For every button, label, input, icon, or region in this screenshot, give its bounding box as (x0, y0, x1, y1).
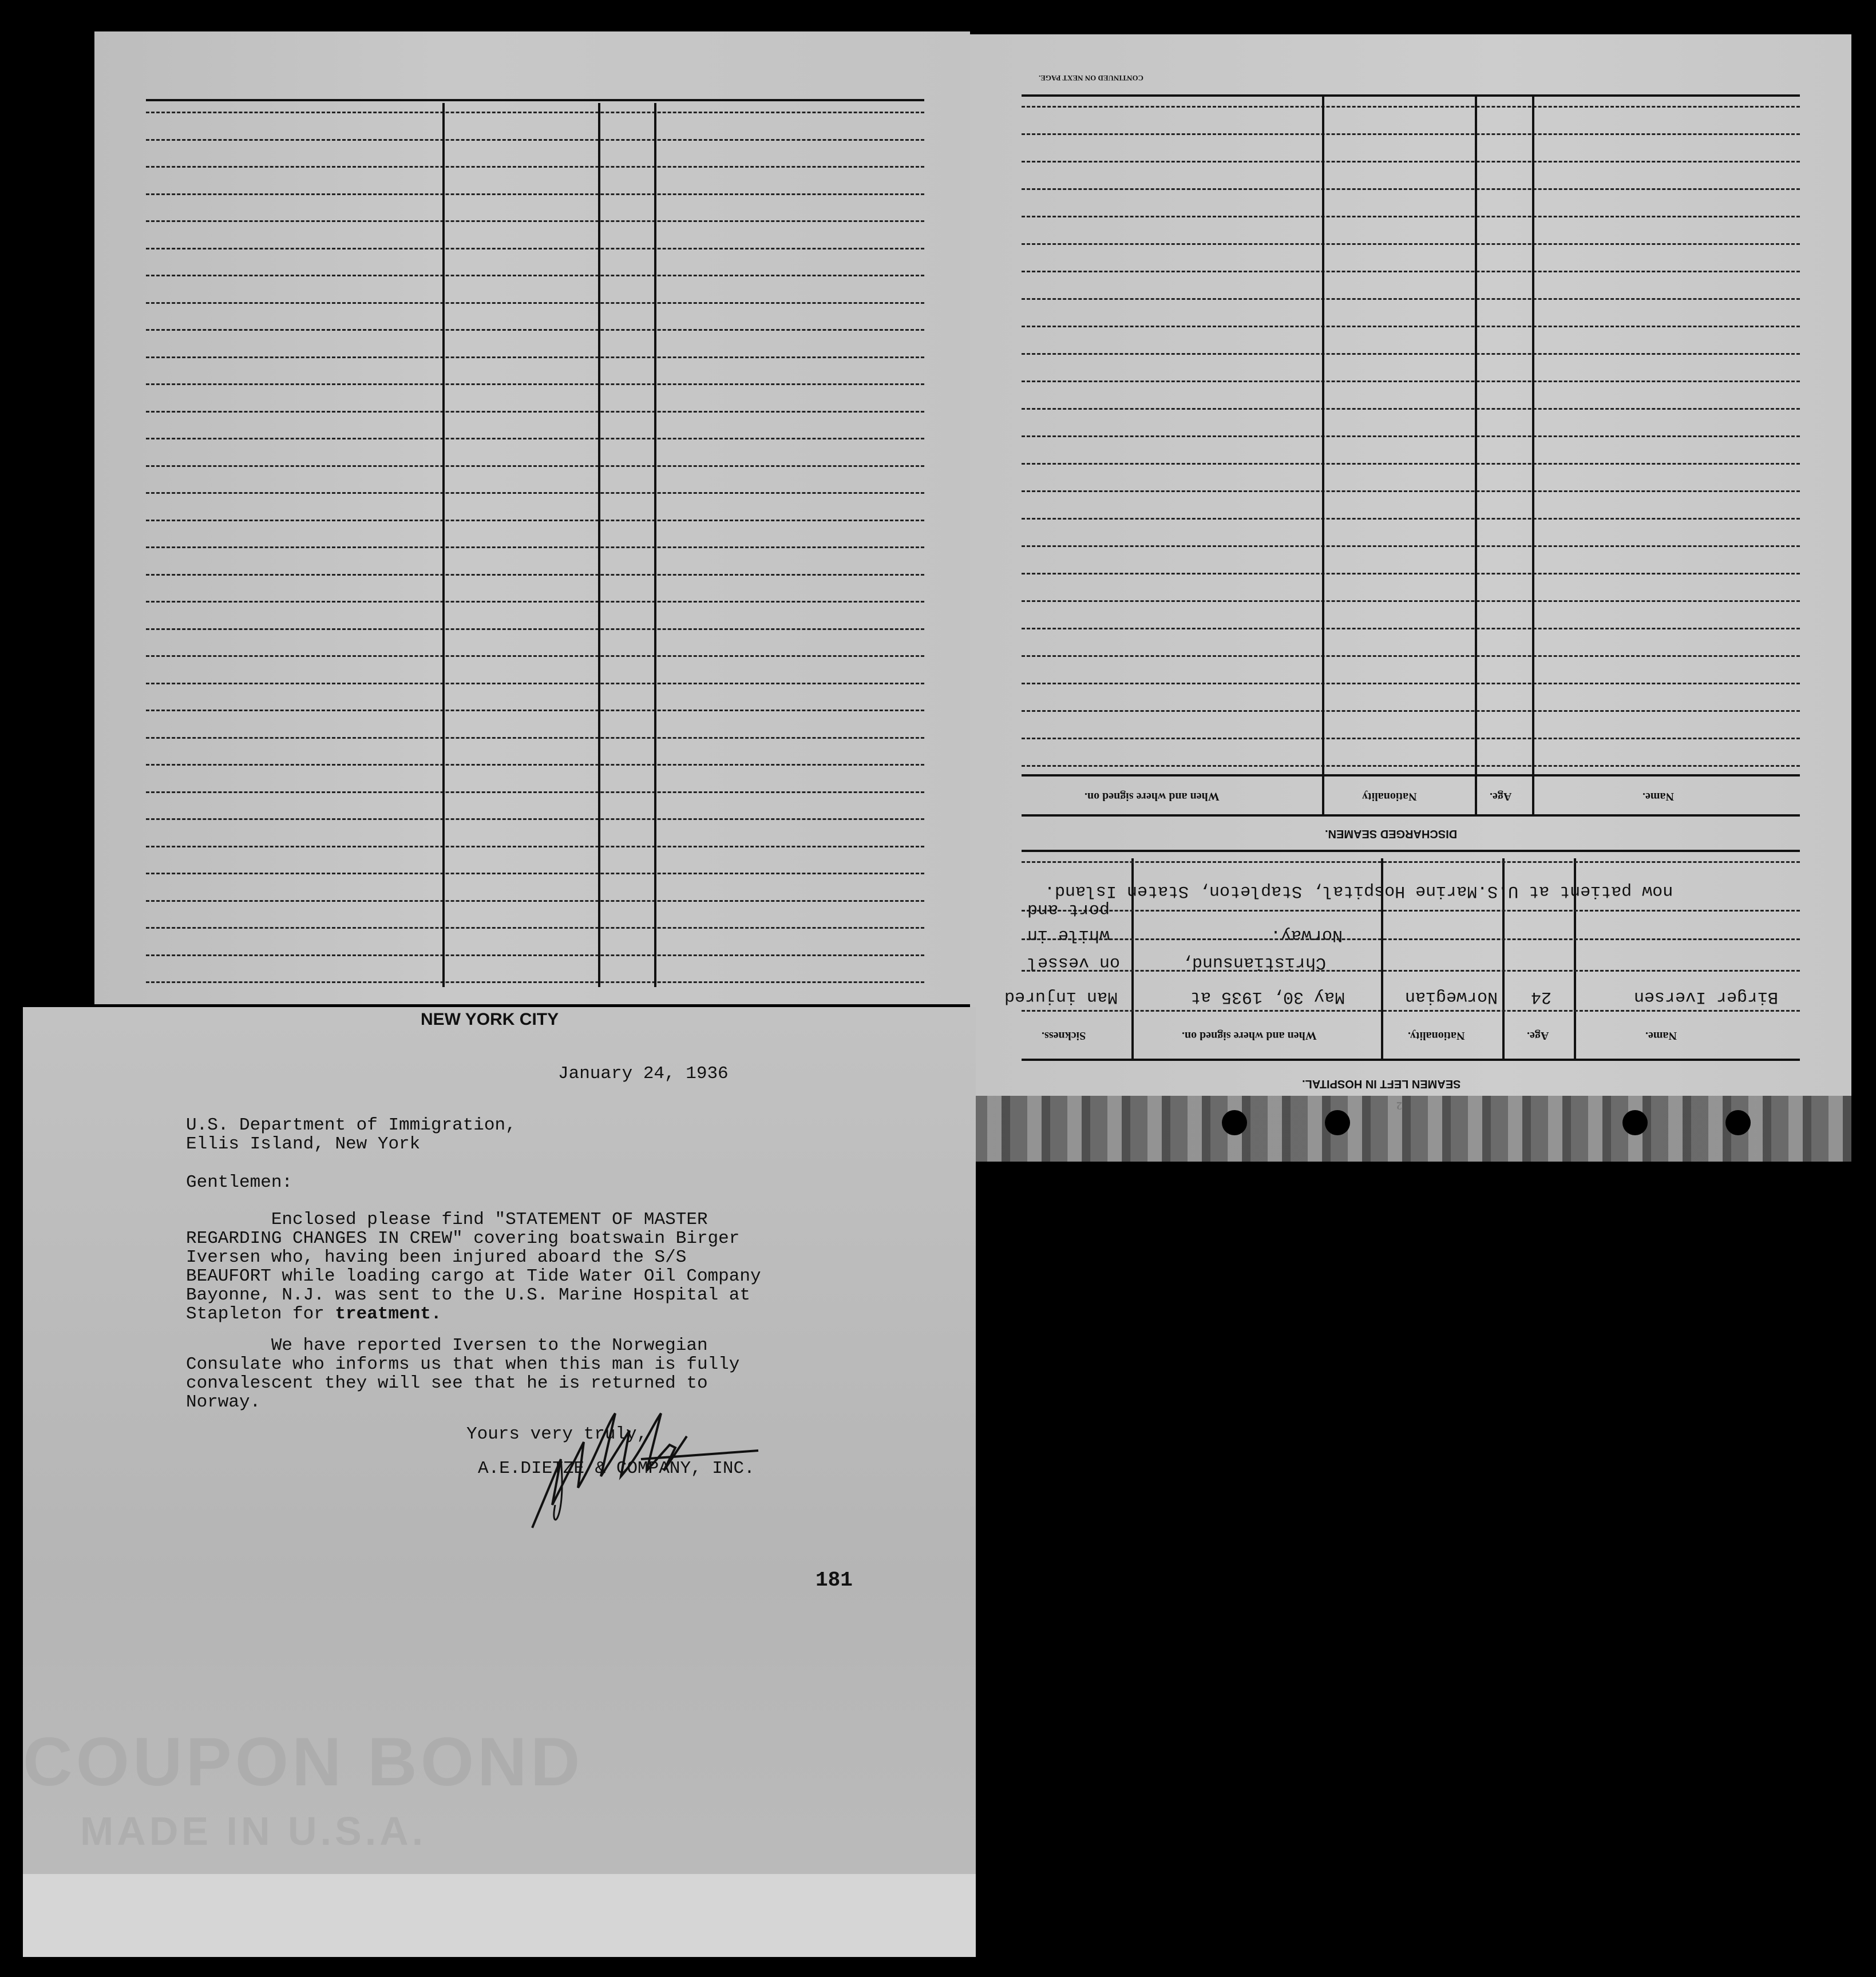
row-rule (146, 574, 924, 576)
row-rule (146, 791, 924, 793)
hospital-age: 24 (1531, 987, 1552, 1007)
row-rule (1022, 710, 1800, 712)
paragraph-line: Enclosed please find "STATEMENT OF MASTER (186, 1210, 708, 1230)
header-rule (1022, 774, 1800, 776)
row-rule (1022, 435, 1800, 437)
row-rule (146, 139, 924, 141)
hospital-remark: now patient at U.S.Marine Hospital, Stapleton, Staten Island. (1044, 881, 1673, 901)
header-sickness: Sickness. (1042, 1029, 1086, 1042)
row-rule (1022, 545, 1800, 547)
row-rule (146, 710, 924, 711)
header-name: Name. (1645, 1029, 1677, 1042)
header-age: Age. (1527, 1029, 1549, 1042)
header-name: Name. (1643, 790, 1674, 803)
paragraph-line: BEAUFORT while loading cargo at Tide Water Oil Company (186, 1266, 761, 1286)
paragraph-bold-text: treatment. (335, 1304, 442, 1324)
column-divider (654, 103, 656, 987)
row-rule (146, 683, 924, 684)
paragraph-line: Norway. (186, 1392, 261, 1412)
row-rule (1022, 216, 1800, 217)
row-rule (1022, 683, 1800, 684)
header-signed-on: When and where signed on. (1085, 790, 1220, 803)
row-rule (1022, 133, 1800, 135)
row-rule (146, 737, 924, 739)
watermark-origin: MADE IN U.S.A. (80, 1809, 427, 1853)
row-rule (146, 248, 924, 249)
header-rule (1022, 814, 1800, 817)
header-nationality: Nationality. (1408, 1029, 1465, 1042)
recipient-line2: Ellis Island, New York (186, 1134, 421, 1154)
letter-bottom-strip (23, 1874, 976, 1957)
section-rule (1022, 850, 1800, 852)
paragraph-line: We have reported Iversen to the Norwegian (186, 1336, 708, 1356)
blank-ruled-form-page (94, 31, 970, 1004)
row-rule (1022, 463, 1800, 465)
hospital-name: Birger Iversen (1634, 987, 1779, 1007)
row-rule (146, 764, 924, 766)
signed-on-line2: Christiansund, (1182, 953, 1327, 972)
row-rule (146, 220, 924, 222)
column-divider (598, 103, 600, 987)
torn-binding-edge (970, 1096, 1851, 1162)
row-rule (1022, 655, 1800, 657)
watermark-brand: COUPON BOND (23, 1724, 584, 1800)
row-rule (146, 873, 924, 874)
row-rule (146, 112, 924, 113)
continued-note: CONTINUED ON NEXT PAGE. (1039, 74, 1143, 82)
row-rule (146, 275, 924, 276)
row-rule (146, 655, 924, 657)
discharged-section-title: DISCHARGED SEAMEN. (1325, 827, 1458, 840)
row-rule (146, 411, 924, 413)
row-rule (146, 520, 924, 521)
letterhead-city: NEW YORK CITY (421, 1010, 559, 1029)
sickness-line4: port and (1027, 900, 1110, 919)
punch-hole (1222, 1110, 1247, 1135)
row-rule (1022, 1010, 1800, 1012)
row-rule (1022, 298, 1800, 300)
row-rule (146, 900, 924, 902)
row-rule (1022, 600, 1800, 602)
paragraph-line: REGARDING CHANGES IN CREW" covering boatswain Birger (186, 1229, 740, 1249)
paragraph-line: Bayonne, N.J. was sent to the U.S. Marine Hospital at (186, 1285, 750, 1305)
row-rule (1022, 353, 1800, 355)
letter-date: January 24, 1936 (558, 1064, 729, 1084)
punch-hole (1325, 1110, 1350, 1135)
column-divider (1475, 96, 1477, 814)
row-rule (146, 846, 924, 847)
punch-hole (1622, 1110, 1648, 1135)
header-rule (1022, 1059, 1800, 1061)
header-nationality: Nationality (1362, 790, 1417, 803)
column-divider (1532, 96, 1534, 814)
row-rule (1022, 490, 1800, 492)
top-rule (146, 99, 924, 101)
row-rule (146, 492, 924, 494)
row-rule (146, 193, 924, 195)
hospital-section-title: SEAMEN LEFT IN HOSPITAL. (1302, 1077, 1461, 1090)
signed-on-line3: Norway. (1271, 925, 1343, 945)
paragraph-text: Stapleton for (186, 1304, 335, 1324)
handwritten-signature (498, 1390, 795, 1539)
upside-down-form-page (970, 34, 1851, 1162)
row-rule (146, 465, 924, 467)
recipient-line1: U.S. Department of Immigration, (186, 1115, 516, 1135)
top-rule (1022, 94, 1800, 97)
row-rule (1022, 188, 1800, 190)
salutation: Gentlemen: (186, 1172, 293, 1192)
row-rule (146, 981, 924, 983)
row-rule (146, 954, 924, 956)
hospital-nationality: Norwegian (1405, 987, 1498, 1007)
paragraph-line: Iversen who, having been injured aboard the S/S (186, 1247, 687, 1267)
row-rule (146, 601, 924, 603)
row-rule (1022, 106, 1800, 108)
paragraph-1 (186, 1210, 761, 1324)
row-rule (1022, 243, 1800, 245)
header-age: Age. (1490, 790, 1512, 803)
letter-page-number: 181 (816, 1568, 853, 1592)
sickness-line1: Man injured (1004, 987, 1118, 1007)
row-rule (1022, 381, 1800, 382)
paragraph-line (186, 1305, 761, 1324)
row-rule (1022, 628, 1800, 629)
sickness-line3: while in (1027, 925, 1110, 945)
sickness-line2: on vessel (1027, 953, 1121, 972)
row-rule (146, 546, 924, 548)
row-rule (1022, 408, 1800, 410)
column-divider (442, 103, 445, 987)
row-rule (146, 818, 924, 820)
closing: Yours very truly, (466, 1424, 648, 1444)
row-rule (1022, 271, 1800, 272)
row-rule (146, 927, 924, 929)
company-name: A.E.DIETZE & COMPANY, INC. (478, 1459, 755, 1479)
cover-letter (23, 1007, 976, 1957)
paragraph-line: Consulate who informs us that when this man is fully (186, 1354, 740, 1374)
row-rule (1022, 938, 1800, 940)
row-rule (1022, 861, 1800, 863)
row-rule (146, 302, 924, 304)
row-rule (146, 628, 924, 630)
row-rule (1022, 910, 1800, 912)
signed-on-line1: May 30, 1935 at (1190, 987, 1345, 1007)
column-divider (1322, 96, 1324, 814)
row-rule (146, 356, 924, 358)
row-rule (1022, 161, 1800, 163)
header-signed-on: When and where signed on. (1182, 1029, 1317, 1042)
row-rule (1022, 518, 1800, 520)
row-rule (146, 438, 924, 439)
row-rule (1022, 326, 1800, 327)
row-rule (1022, 765, 1800, 767)
row-rule (146, 166, 924, 168)
row-rule (1022, 970, 1800, 972)
row-rule (146, 329, 924, 331)
paragraph-line: convalescent they will see that he is returned to (186, 1373, 708, 1393)
row-rule (1022, 738, 1800, 739)
punch-hole (1725, 1110, 1751, 1135)
row-rule (146, 383, 924, 385)
row-rule (1022, 573, 1800, 575)
